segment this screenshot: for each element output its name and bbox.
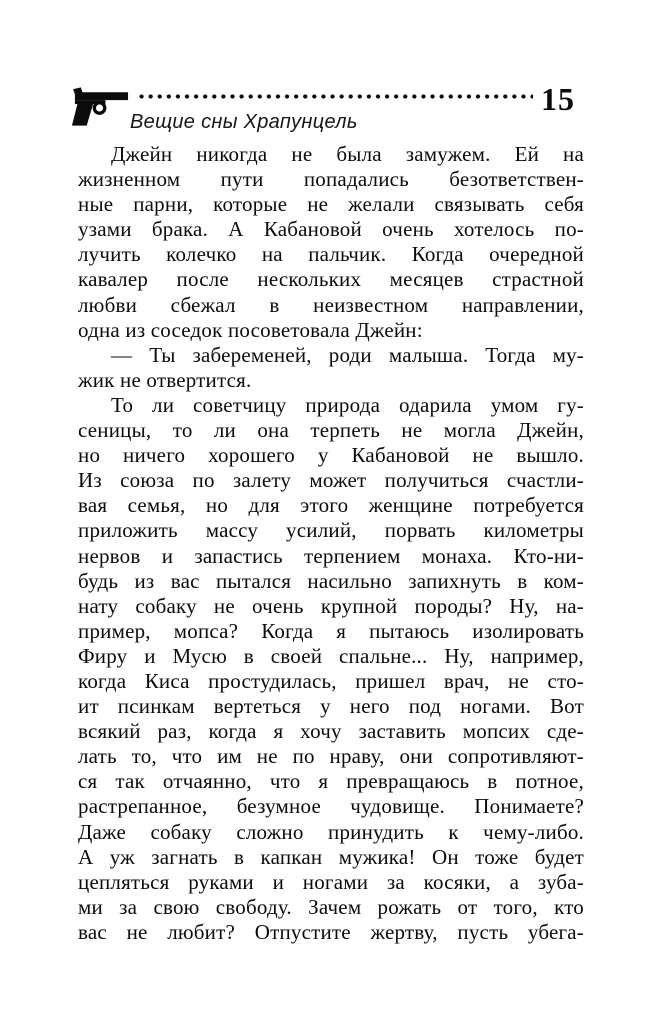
text-line: всякий раз, когда я хочу заставить мопсих сде-	[78, 719, 584, 744]
text-line: жизненном пути попадались безответствен-	[78, 167, 584, 192]
text-line: пример, мопса? Когда я пытаюсь изолировать	[78, 618, 584, 643]
body-text	[78, 142, 584, 945]
text-line: Из союза по залету может получиться счастли-	[78, 468, 584, 493]
text-line: узами брака. А Кабановой очень хотелось по-	[78, 217, 584, 242]
text-line: ся так отчаянно, что я превращаюсь в потное,	[78, 769, 584, 794]
text-line: нату собаку не очень крупной породы? Ну, на-	[78, 593, 584, 618]
text-line: ми за свою свободу. Зачем рожать от того, кто	[78, 894, 584, 919]
paragraph	[78, 393, 584, 945]
text-line: лать то, что им не по нраву, они сопротивляют-	[78, 744, 584, 769]
text-line: цепляться руками и ногами за косяки, а зуба-	[78, 869, 584, 894]
text-line: А уж загнать в капкан мужика! Он тоже будет	[78, 844, 584, 869]
text-line: когда Киса простудилась, пришел врач, не сто-	[78, 668, 584, 693]
pistol-icon	[71, 86, 130, 126]
text-line: — Ты забеременей, роди малыша. Тогда му-	[111, 342, 584, 367]
text-line: растрепанное, безумное чудовище. Понимаете?	[78, 794, 584, 819]
text-line: одна из соседок посоветовала Джейн:	[78, 317, 423, 342]
text-line: нервов и запастись терпением монаха. Кто-ни-	[78, 543, 584, 568]
text-line: ные парни, которые не желали связывать себя	[78, 192, 584, 217]
text-line: ит псинкам вертеться у него под ногами. Вот	[78, 694, 584, 719]
text-line: То ли советчицу природа одарила умом гу-	[111, 392, 584, 417]
text-line: жик не отвертится.	[78, 367, 252, 392]
text-line: кавалер после нескольких месяцев страстной	[78, 267, 584, 292]
text-line: Даже собаку сложно принудить к чему-либо.	[78, 819, 584, 844]
paragraph	[78, 142, 584, 343]
text-line: вая семья, но для этого женщине потребуется	[78, 493, 584, 518]
text-line: будь из вас пытался насильно запихнуть в ком-	[78, 568, 584, 593]
paragraph	[78, 343, 584, 393]
text-line: сеницы, то ли она терпеть не могла Джейн,	[78, 418, 584, 443]
text-line: Фиру и Мусю в своей спальне... Ну, например,	[78, 643, 584, 668]
text-line: лучить колечко на пальчик. Когда очередной	[78, 242, 584, 267]
text-line: Джейн никогда не была замужем. Ей на	[111, 142, 584, 166]
text-line: но ничего хорошего у Кабановой не вышло.	[78, 443, 584, 468]
running-title: Вещие сны Храпунцель	[130, 111, 358, 133]
dotted-rule	[137, 93, 533, 100]
text-line: любви сбежал в неизвестном направлении,	[78, 292, 584, 317]
page-number: 15	[541, 81, 575, 117]
text-line: вас не любит? Отпустите жертву, пусть убега-	[78, 919, 584, 944]
text-line: приложить массу усилий, порвать километры	[78, 518, 584, 543]
